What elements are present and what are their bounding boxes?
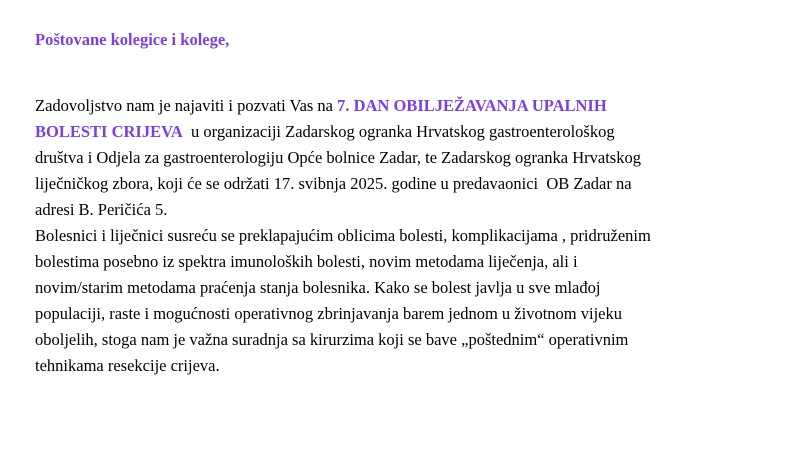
line-text: u organizaciji Zadarskog ogranka Hrvatskog gastroenterološkog bbox=[182, 122, 615, 141]
text-line: Bolesnici i liječnici susreću se preklapajućim oblicima bolesti, komplikacijama , pridruženim bbox=[35, 226, 651, 245]
text-line: liječničkog zbora, koji će se održati 17. svibnja 2025. godine u predavaonici OB Zadar na bbox=[35, 174, 632, 193]
text-line bbox=[35, 93, 775, 119]
invitation-body bbox=[35, 93, 775, 379]
event-title-highlight: BOLESTI CRIJEVA bbox=[35, 122, 183, 141]
text-line: bolestima posebno iz spektra imunoloških bolesti, novim metodama liječenja, ali i bbox=[35, 252, 578, 271]
event-title-highlight: 7. DAN OBILJEŽAVANJA UPALNIH bbox=[337, 96, 607, 115]
greeting-heading: Poštovane kolegice i kolege, bbox=[35, 30, 230, 49]
line-text: Zadovoljstvo nam je najaviti i pozvati Vas na bbox=[35, 96, 338, 115]
text-line: adresi B. Peričića 5. bbox=[35, 200, 168, 219]
text-line: tehnikama resekcije crijeva. bbox=[35, 356, 220, 375]
text-line: oboljelih, stoga nam je važna suradnja sa kirurzima koji se bave „poštednim“ operativnim bbox=[35, 330, 629, 349]
text-line: društva i Odjela za gastroenterologiju Opće bolnice Zadar, te Zadarskog ogranka Hrvatskog bbox=[35, 148, 641, 167]
text-line: populaciji, raste i mogućnosti operativnog zbrinjavanja barem jednom u životnom vijeku bbox=[35, 304, 622, 323]
text-line bbox=[35, 119, 775, 145]
text-line: novim/starim metodama praćenja stanja bolesnika. Kako se bolest javlja u sve mlađoj bbox=[35, 278, 601, 297]
